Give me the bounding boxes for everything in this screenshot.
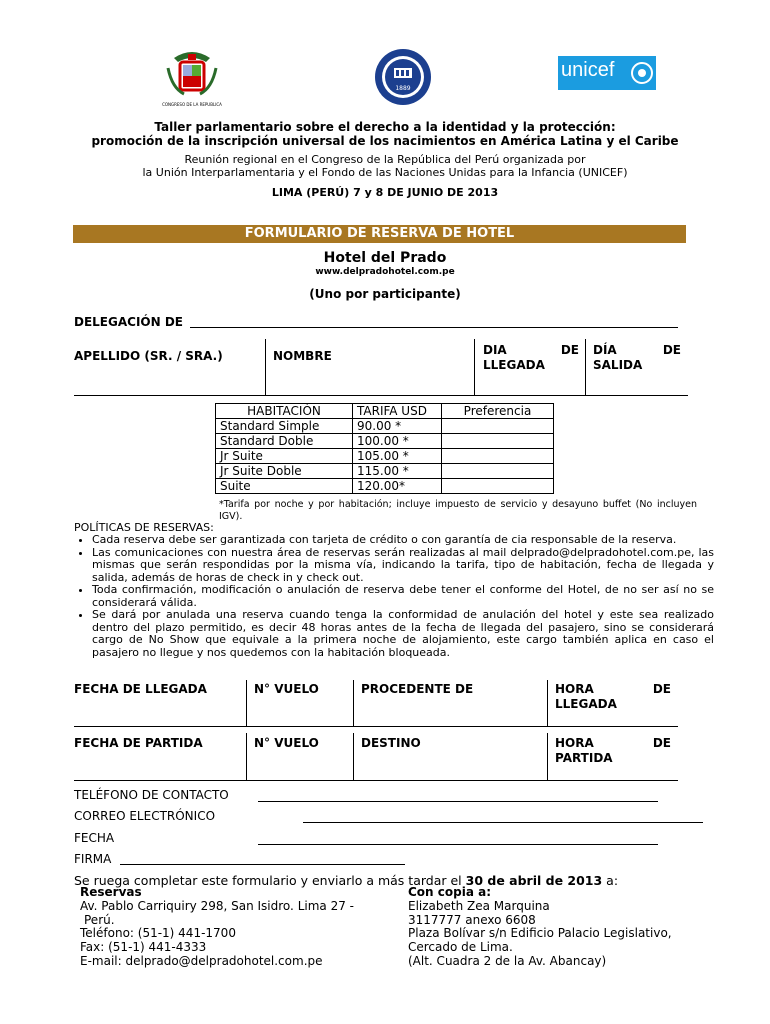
congreso-caption: CONGRESO DE LA REPUBLICA xyxy=(162,102,222,107)
telefono-label: TELÉFONO DE CONTACTO xyxy=(74,788,229,802)
room-rate: 115.00 * xyxy=(353,464,442,479)
table-row xyxy=(216,419,554,434)
delegacion-label: DELEGACIÓN DE xyxy=(74,315,183,329)
telefono-field[interactable] xyxy=(258,801,658,802)
title-line-1: Taller parlamentario sobre el derecho a la identidad y la protección: xyxy=(154,120,616,134)
dia-salida-label: DÍA DE SALIDA xyxy=(593,343,681,372)
copy-contact: Con copia a: Elizabeth Zea Marquina 3117777 anexo 6608 Plaza Bolívar s/n Edificio Palacio Legislativo, Cercado de Lima. (Alt. Cuadra 2 de la Av. Abancay) xyxy=(408,885,672,968)
table-row xyxy=(216,434,554,449)
fecha-label: FECHA xyxy=(74,831,115,845)
room-type: Jr Suite Doble xyxy=(216,464,353,479)
preference-cell[interactable] xyxy=(442,479,554,494)
event-subtitle xyxy=(0,153,770,179)
fecha-partida-label: FECHA DE PARTIDA xyxy=(74,736,203,750)
procedente-label: PROCEDENTE DE xyxy=(361,682,474,696)
reservas-heading: Reservas xyxy=(80,885,142,899)
event-dates: LIMA (PERÚ) 7 y 8 DE JUNIO DE 2013 xyxy=(271,186,499,199)
room-rate: 100.00 * xyxy=(353,434,442,449)
deadline-date: 30 de abril de 2013 xyxy=(465,873,603,888)
col-preferencia: Preferencia xyxy=(442,404,554,419)
vuelo-partida-label: N° VUELO xyxy=(254,736,319,750)
ipu-seal-logo xyxy=(374,48,432,106)
copia-heading: Con copia a: xyxy=(408,885,492,899)
arrival-row-line[interactable] xyxy=(74,726,678,727)
room-type: Standard Simple xyxy=(216,419,353,434)
subtitle-line-1: Reunión regional en el Congreso de la República del Perú organizada por xyxy=(184,153,586,166)
table-row xyxy=(216,479,554,494)
vuelo-llegada-label: N° VUELO xyxy=(254,682,319,696)
room-rate: 105.00 * xyxy=(353,449,442,464)
reservations-contact: Reservas Av. Pablo Carriquiry 298, San Isidro. Lima 27 - Perú. Teléfono: (51-1) 441-1700 Fax: (51-1) 441-4333 E-mail: delprado@delpradohotel.com.pe xyxy=(80,885,354,968)
col-habitacion: HABITACIÓN xyxy=(216,404,353,419)
hora-partida-label: HORA DE PARTIDA xyxy=(555,736,671,765)
room-rate: 90.00 * xyxy=(353,419,442,434)
submission-request: Se ruega completar este formulario y enviarlo a más tardar el 30 de abril de 2013 a: xyxy=(74,873,619,888)
list-item: • Las comunicaciones con nuestra área de reservas serán realizadas al mail delprado@delpradohotel.com.pe, las mismas que serán respondidas por la misma vía, indicando la tarifa, tipo de habitación, fecha de llegada y salida, además de horas de check in y check out. xyxy=(92,547,714,585)
unicef-logo xyxy=(558,56,656,90)
fecha-llegada-label: FECHA DE LLEGADA xyxy=(74,682,207,696)
unicef-wordmark: unicef xyxy=(561,59,615,81)
reservas-email[interactable]: E-mail: delprado@delpradohotel.com.pe xyxy=(80,953,323,968)
list-item: • Cada reserva debe ser garantizada con tarjeta de crédito o con garantía de cia responsable de la reserva. xyxy=(92,534,714,547)
firma-label: FIRMA xyxy=(74,852,112,866)
preference-cell[interactable] xyxy=(442,449,554,464)
dia-llegada-label: DIA DE LLEGADA xyxy=(483,343,579,372)
table-row xyxy=(216,404,554,419)
rate-footnote: *Tarifa por noche y por habitación; incluye impuesto de servicio y desayuno buffet (No incluyen IGV). xyxy=(219,499,697,522)
room-type: Standard Doble xyxy=(216,434,353,449)
departure-row-line[interactable] xyxy=(74,780,678,781)
destino-label: DESTINO xyxy=(361,736,421,750)
table-row xyxy=(216,449,554,464)
hotel-url[interactable]: www.delpradohotel.com.pe xyxy=(315,267,455,277)
subtitle-line-2: la Unión Interparlamentaria y el Fondo de las Naciones Unidas para la Infancia (UNICEF) xyxy=(142,166,628,179)
preference-cell[interactable] xyxy=(442,419,554,434)
policies-list xyxy=(74,534,714,659)
correo-field[interactable] xyxy=(303,822,703,823)
peru-congress-logo xyxy=(162,48,222,106)
title-line-2: promoción de la inscripción universal de los nacimientos en América Latina y el Caribe xyxy=(91,134,679,148)
event-title xyxy=(0,120,770,148)
correo-label: CORREO ELECTRÓNICO xyxy=(74,809,216,823)
rates-table xyxy=(215,403,554,494)
table-row xyxy=(216,464,554,479)
hora-llegada-label: HORA DE LLEGADA xyxy=(555,682,671,711)
list-item: • Se dará por anulada una reserva cuando tenga la conformidad de anulación del hotel y este sea realizado dentro del plazo permitido, es decir 48 horas antes de la fecha de llegada del pasajero, sino se considerará cargo de No Show que equivale a la primera noche de alojamiento, este cargo también aplica en caso el pasajero no llegue y nos quedemos con la habitación bloqueada. xyxy=(92,609,714,659)
fecha-field[interactable] xyxy=(258,844,658,845)
firma-field[interactable] xyxy=(120,864,405,865)
room-rate: 120.00* xyxy=(353,479,442,494)
preference-cell[interactable] xyxy=(442,434,554,449)
col-tarifa: TARIFA USD xyxy=(353,404,442,419)
nombre-label: NOMBRE xyxy=(273,349,332,363)
delegacion-field[interactable] xyxy=(190,327,678,328)
room-type: Suite xyxy=(216,479,353,494)
list-item: • Toda confirmación, modificación o anulación de reserva debe tener el conforme del Hotel, de no ser así no se considerará válida. xyxy=(92,584,714,609)
policies-title: POLÍTICAS DE RESERVAS: xyxy=(74,521,214,534)
name-row-line[interactable] xyxy=(74,395,688,396)
room-type: Jr Suite xyxy=(216,449,353,464)
form-banner: FORMULARIO DE RESERVA DE HOTEL xyxy=(73,225,686,243)
hotel-name: Hotel del Prado xyxy=(323,250,447,266)
seal-year: 1889 xyxy=(395,85,411,92)
preference-cell[interactable] xyxy=(442,464,554,479)
participant-note: (Uno por participante) xyxy=(309,287,461,301)
globe-icon xyxy=(630,61,654,85)
apellido-label: APELLIDO (SR. / SRA.) xyxy=(74,349,223,363)
